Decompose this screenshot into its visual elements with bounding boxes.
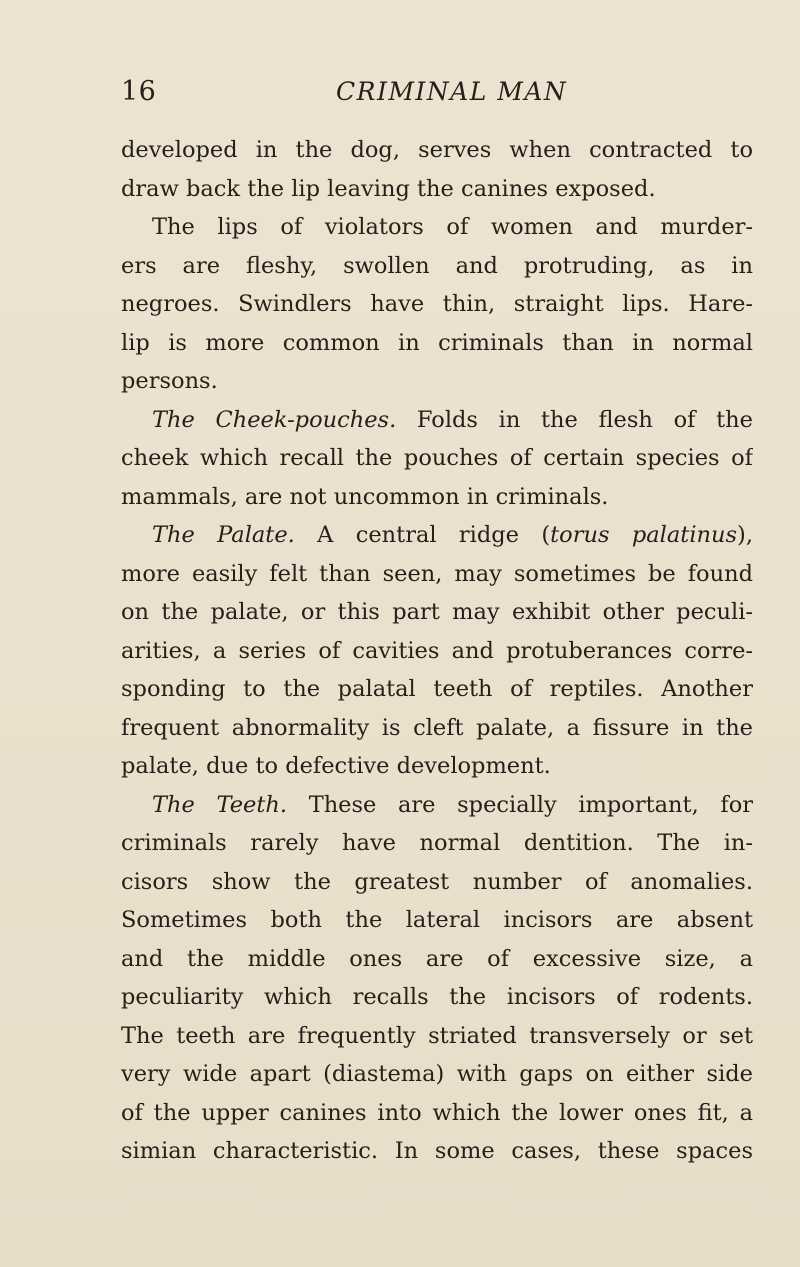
text-line bbox=[121, 285, 753, 324]
text-line bbox=[121, 1132, 753, 1171]
text-run: ), bbox=[737, 522, 753, 548]
text-run: A central ridge ( bbox=[294, 522, 551, 548]
text-run: palate, due to defective development. bbox=[121, 753, 551, 779]
body-text bbox=[121, 131, 753, 1171]
text-line bbox=[121, 901, 753, 940]
text-run: negroes. Swindlers have thin, straight lips. Hare- bbox=[121, 291, 753, 317]
text-line bbox=[121, 1055, 753, 1094]
text-line bbox=[121, 1094, 753, 1133]
text-run: ers are fleshy, swollen and protruding, as in bbox=[121, 252, 753, 279]
text-line bbox=[121, 593, 753, 632]
text-run: simian characteristic. In some cases, these spaces bbox=[121, 1138, 753, 1164]
text-line bbox=[121, 747, 753, 786]
text-run: Sometimes both the lateral incisors are absent bbox=[121, 907, 753, 933]
text-line bbox=[121, 555, 753, 594]
text-line bbox=[121, 516, 753, 555]
italic-text: The Cheek-pouches. bbox=[152, 406, 397, 433]
text-line bbox=[121, 439, 753, 478]
text-line bbox=[121, 247, 753, 286]
text-run: Folds in the flesh of the bbox=[396, 406, 753, 433]
text-run: and the middle ones are of excessive size, a bbox=[121, 945, 753, 972]
text-run: peculiarity which recalls the incisors of rodents. bbox=[121, 984, 753, 1010]
italic-text: The Teeth. bbox=[152, 791, 288, 818]
text-run: lip is more common in criminals than in normal bbox=[121, 329, 753, 356]
text-run: The lips of violators of women and murder- bbox=[152, 214, 753, 240]
text-line bbox=[121, 208, 753, 247]
text-line bbox=[121, 940, 753, 979]
text-line bbox=[121, 824, 753, 863]
text-line bbox=[121, 362, 753, 401]
text-run: mammals, are not uncommon in criminals. bbox=[121, 483, 609, 510]
text-run: These are specially important, for bbox=[287, 791, 753, 818]
text-line bbox=[121, 1017, 753, 1056]
running-head: CRIMINAL MAN bbox=[336, 77, 568, 106]
text-line bbox=[121, 131, 753, 170]
page-number: 16 bbox=[121, 76, 157, 107]
text-line bbox=[121, 863, 753, 902]
text-run: frequent abnormality is cleft palate, a fissure in the bbox=[121, 714, 753, 741]
text-run: draw back the lip leaving the canines exposed. bbox=[121, 175, 656, 202]
text-line bbox=[121, 670, 753, 709]
text-run: arities, a series of cavities and protuberances corre- bbox=[121, 637, 753, 664]
text-run: on the palate, or this part may exhibit other peculi- bbox=[121, 599, 753, 625]
page-header bbox=[121, 72, 681, 112]
italic-text: torus palatinus bbox=[550, 522, 738, 548]
text-run: criminals rarely have normal dentition. The in- bbox=[121, 830, 753, 856]
text-run: cisors show the greatest number of anomalies. bbox=[121, 868, 753, 895]
text-line bbox=[121, 709, 753, 748]
text-run: The teeth are frequently striated transversely or set bbox=[121, 1022, 753, 1049]
text-run: sponding to the palatal teeth of reptiles. Another bbox=[121, 676, 753, 702]
text-line bbox=[121, 478, 753, 517]
text-run: developed in the dog, serves when contracted to bbox=[121, 137, 753, 163]
text-line bbox=[121, 978, 753, 1017]
text-line bbox=[121, 324, 753, 363]
text-run: more easily felt than seen, may sometimes be found bbox=[121, 560, 753, 587]
text-line bbox=[121, 632, 753, 671]
text-run: of the upper canines into which the lower ones fit, a bbox=[121, 1099, 753, 1126]
italic-text: The Palate. bbox=[152, 522, 295, 548]
text-run: very wide apart (diastema) with gaps on either side bbox=[121, 1061, 753, 1087]
text-run: persons. bbox=[121, 368, 218, 394]
text-run: cheek which recall the pouches of certain species of bbox=[121, 445, 753, 471]
text-line bbox=[121, 401, 753, 440]
text-line bbox=[121, 786, 753, 825]
text-line bbox=[121, 170, 753, 209]
